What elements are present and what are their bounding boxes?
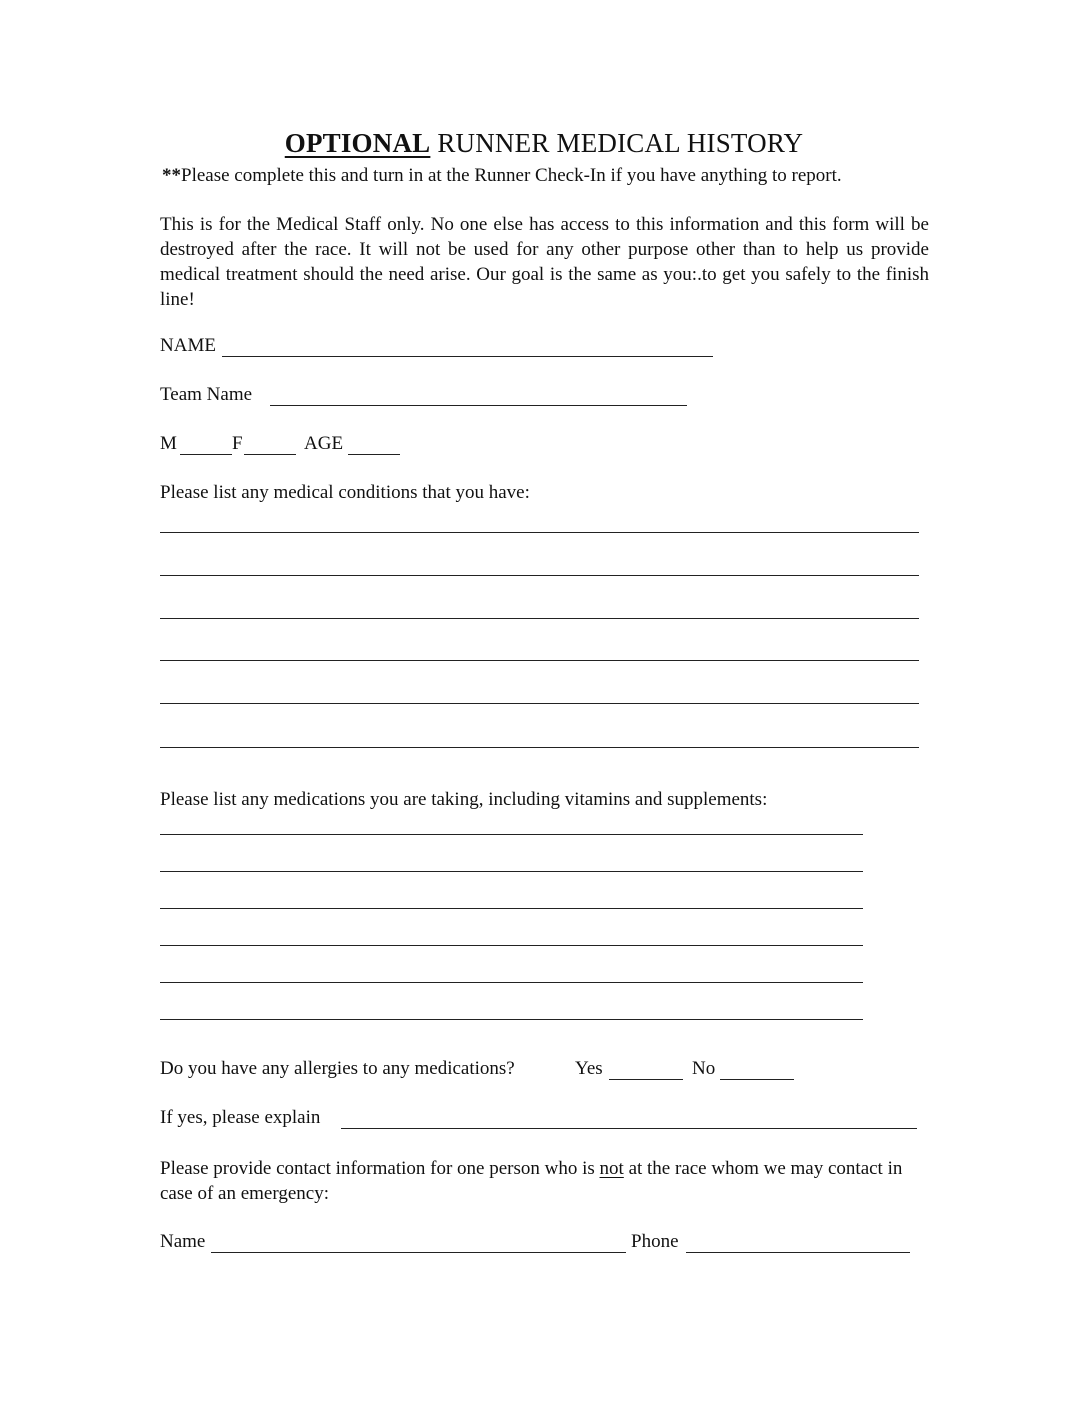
allergies-no-field[interactable] bbox=[720, 1079, 794, 1080]
female-field[interactable] bbox=[244, 454, 296, 455]
explain-field[interactable] bbox=[341, 1128, 917, 1129]
contact-text-before: Please provide contact information for one person who is bbox=[160, 1158, 600, 1179]
form-title bbox=[0, 128, 1088, 159]
male-field[interactable] bbox=[180, 454, 232, 455]
medications-line-6[interactable] bbox=[160, 1019, 863, 1020]
medications-line-4[interactable] bbox=[160, 945, 863, 946]
emergency-contact-instructions bbox=[160, 1156, 920, 1206]
allergies-question: Do you have any allergies to any medications? bbox=[160, 1058, 515, 1079]
male-label: M bbox=[160, 433, 177, 454]
conditions-line-1[interactable] bbox=[160, 532, 919, 533]
conditions-prompt: Please list any medical conditions that you have: bbox=[160, 482, 530, 503]
contact-phone-label: Phone bbox=[631, 1231, 679, 1252]
conditions-line-4[interactable] bbox=[160, 660, 919, 661]
medications-line-3[interactable] bbox=[160, 908, 863, 909]
explain-label: If yes, please explain bbox=[160, 1107, 321, 1128]
note-stars: ** bbox=[162, 165, 181, 186]
contact-phone-field[interactable] bbox=[686, 1252, 910, 1253]
name-field[interactable] bbox=[222, 356, 713, 357]
medications-prompt: Please list any medications you are taking, including vitamins and supplements: bbox=[160, 789, 768, 810]
age-label: AGE bbox=[304, 433, 344, 454]
note-text: Please complete this and turn in at the Runner Check-In if you have anything to report. bbox=[181, 165, 842, 186]
medications-line-2[interactable] bbox=[160, 871, 863, 872]
age-field[interactable] bbox=[348, 454, 400, 455]
allergies-yes-field[interactable] bbox=[609, 1079, 683, 1080]
contact-text-not: not bbox=[599, 1158, 624, 1179]
team-name-field[interactable] bbox=[270, 405, 687, 406]
contact-name-field[interactable] bbox=[211, 1252, 626, 1253]
allergies-yes-label: Yes bbox=[575, 1058, 603, 1079]
title-optional: OPTIONAL bbox=[284, 128, 431, 158]
privacy-paragraph: This is for the Medical Staff only. No one else has access to this information and this form will be destroyed after the race. It will not be used for any other purpose other than to help us provide medical treatment should the need arise. Our goal is the same as you:.to get you safely to the finish line! bbox=[160, 214, 929, 310]
female-label: F bbox=[232, 433, 243, 454]
contact-text-after: at the race whom we may contact in case of an emergency: bbox=[160, 1158, 903, 1204]
conditions-line-6[interactable] bbox=[160, 747, 919, 748]
conditions-line-2[interactable] bbox=[160, 575, 919, 576]
allergies-no-label: No bbox=[692, 1058, 716, 1079]
team-name-label: Team Name bbox=[160, 384, 253, 405]
instruction-note bbox=[162, 165, 842, 187]
medications-line-5[interactable] bbox=[160, 982, 863, 983]
medications-line-1[interactable] bbox=[160, 834, 863, 835]
title-rest: RUNNER MEDICAL HISTORY bbox=[430, 128, 804, 158]
conditions-line-5[interactable] bbox=[160, 703, 919, 704]
contact-name-label: Name bbox=[160, 1231, 206, 1252]
name-label: NAME bbox=[160, 335, 216, 356]
conditions-line-3[interactable] bbox=[160, 618, 919, 619]
